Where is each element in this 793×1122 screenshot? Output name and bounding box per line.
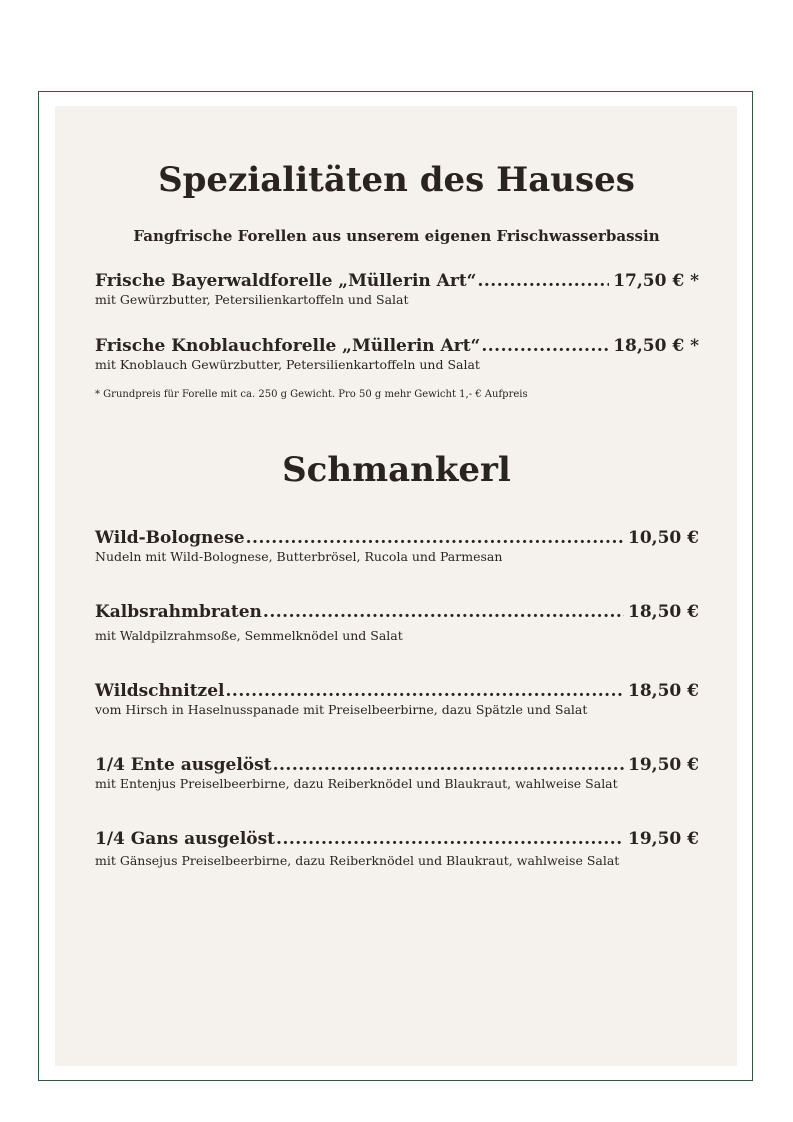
- menu-item-name: 1/4 Gans ausgelöst: [95, 829, 276, 849]
- menu-item-description: mit Knoblauch Gewürzbutter, Petersilienkartoffeln und Salat: [95, 357, 480, 372]
- menu-item-price: 19,50 €: [628, 755, 699, 775]
- section-title-specialties: Spezialitäten des Hauses: [158, 160, 635, 200]
- price-footnote: * Grundpreis für Forelle mit ca. 250 g Gewicht. Pro 50 g mehr Gewicht 1,- € Aufpreis: [95, 389, 528, 400]
- section-subtitle-trout: Fangfrische Forellen aus unserem eigenen Frischwasserbassin: [133, 227, 660, 245]
- section-title-schmankerl: Schmankerl: [282, 450, 511, 490]
- menu-item-price: 18,50 €: [628, 681, 699, 701]
- dot-leader: [225, 681, 624, 701]
- menu-item-name: Wild-Bolognese: [95, 528, 245, 548]
- menu-panel: [55, 106, 737, 1066]
- menu-item-description: mit Waldpilzrahmsoße, Semmelknödel und Salat: [95, 628, 403, 643]
- menu-item: [95, 681, 699, 718]
- menu-item-description: mit Entenjus Preiselbeerbirne, dazu Reiberknödel und Blaukraut, wahlweise Salat: [95, 776, 618, 791]
- dot-leader: [263, 602, 624, 622]
- dot-leader: [481, 336, 609, 356]
- menu-item: [95, 602, 699, 644]
- menu-item: [95, 336, 699, 373]
- menu-item-name: Frische Knoblauchforelle „Müllerin Art“: [95, 336, 481, 356]
- menu-item: [95, 528, 699, 565]
- menu-item-description: mit Gänsejus Preiselbeerbirne, dazu Reiberknödel und Blaukraut, wahlweise Salat: [95, 853, 620, 868]
- menu-item-price: 10,50 €: [628, 528, 699, 548]
- menu-item-name: 1/4 Ente ausgelöst: [95, 755, 272, 775]
- dot-leader: [276, 829, 624, 849]
- menu-item-name: Kalbsrahmbraten: [95, 602, 262, 622]
- menu-item-price: 17,50 € *: [613, 271, 699, 291]
- menu-item-price: 18,50 €: [628, 602, 699, 622]
- dot-leader: [477, 271, 609, 291]
- menu-item: [95, 271, 699, 308]
- menu-item: [95, 755, 699, 792]
- menu-item-description: Nudeln mit Wild-Bolognese, Butterbrösel, Rucola und Parmesan: [95, 549, 503, 564]
- menu-item-name: Wildschnitzel: [95, 681, 225, 701]
- dot-leader: [246, 528, 624, 548]
- menu-item: [95, 829, 699, 869]
- menu-item-description: vom Hirsch in Haselnusspanade mit Preiselbeerbirne, dazu Spätzle und Salat: [95, 702, 588, 717]
- dot-leader: [273, 755, 624, 775]
- menu-item-price: 18,50 € *: [613, 336, 699, 356]
- menu-item-price: 19,50 €: [628, 829, 699, 849]
- menu-item-name: Frische Bayerwaldforelle „Müllerin Art“: [95, 271, 477, 291]
- menu-item-description: mit Gewürzbutter, Petersilienkartoffeln und Salat: [95, 292, 409, 307]
